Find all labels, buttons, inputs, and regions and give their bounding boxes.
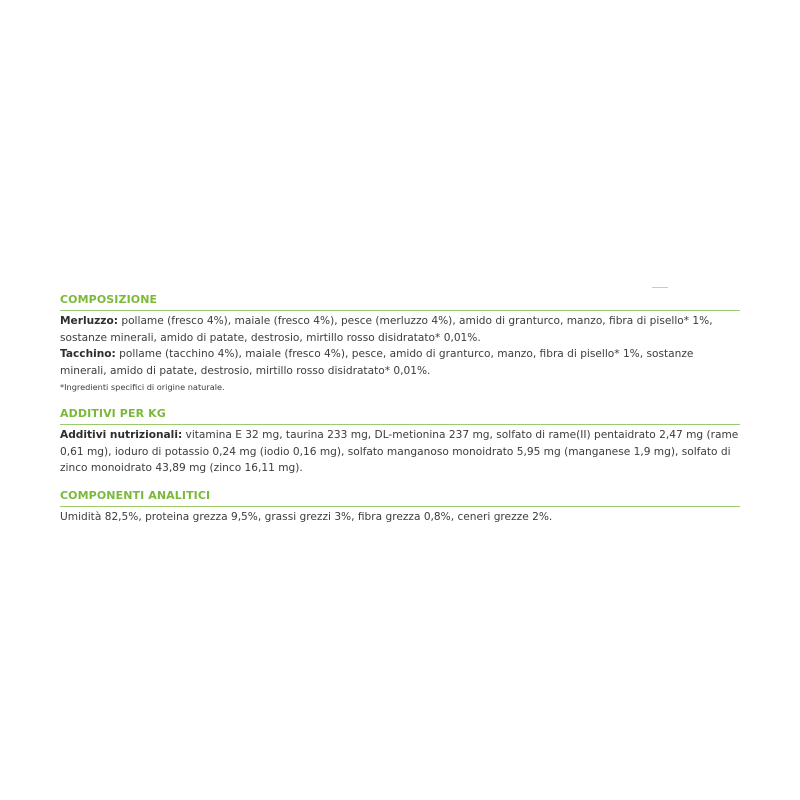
merluzzo-paragraph [60, 313, 740, 346]
additivi-heading: ADDITIVI PER KG [60, 407, 166, 420]
decorative-mark [652, 287, 668, 288]
tacchino-label: Tacchino: [60, 348, 116, 360]
ingredients-footnote: *Ingredienti specifici di origine naturale. [60, 382, 225, 392]
componenti-paragraph: Umidità 82,5%, proteina grezza 9,5%, grassi grezzi 3%, fibra grezza 0,8%, ceneri grezze 2%. [60, 510, 553, 523]
additivi-text: vitamina E 32 mg, taurina 233 mg, DL-metionina 237 mg, solfato di rame(II) pentaidrato 2,47 mg (rame 0,61 mg), ioduro di potassio 0,24 mg (iodio 0,16 mg), solfato manganoso monoidrato 5,95 mg (manganese 1,9 mg), solfato di zinco monoidrato 43,89 mg (zinco 16,11 mg). [60, 429, 739, 474]
componenti-divider [60, 506, 740, 507]
tacchino-paragraph [60, 346, 740, 379]
composizione-heading: COMPOSIZIONE [60, 293, 158, 306]
product-info [60, 292, 740, 525]
additivi-paragraph [60, 427, 740, 477]
componenti-heading: COMPONENTI ANALITICI [60, 488, 211, 502]
composizione-section [60, 292, 740, 394]
composizione-divider [60, 310, 740, 311]
componenti-section [60, 488, 740, 526]
additivi-divider [60, 424, 740, 425]
additivi-section [60, 406, 740, 477]
tacchino-text: pollame (tacchino 4%), maiale (fresco 4%), pesce, amido di granturco, manzo, fibra di pisello* 1%, sostanze minerali, amido di patate, destrosio, mirtillo rosso disidratato* 0,01%. [60, 348, 694, 377]
merluzzo-label: Merluzzo: [60, 315, 118, 327]
merluzzo-text: pollame (fresco 4%), maiale (fresco 4%), pesce (merluzzo 4%), amido di granturco, manzo, fibra di pisello* 1%, sostanze minerali, amido di patate, destrosio, mirtillo rosso disidratato* 0,01%. [60, 315, 713, 344]
additivi-label: Additivi nutrizionali: [60, 429, 183, 441]
